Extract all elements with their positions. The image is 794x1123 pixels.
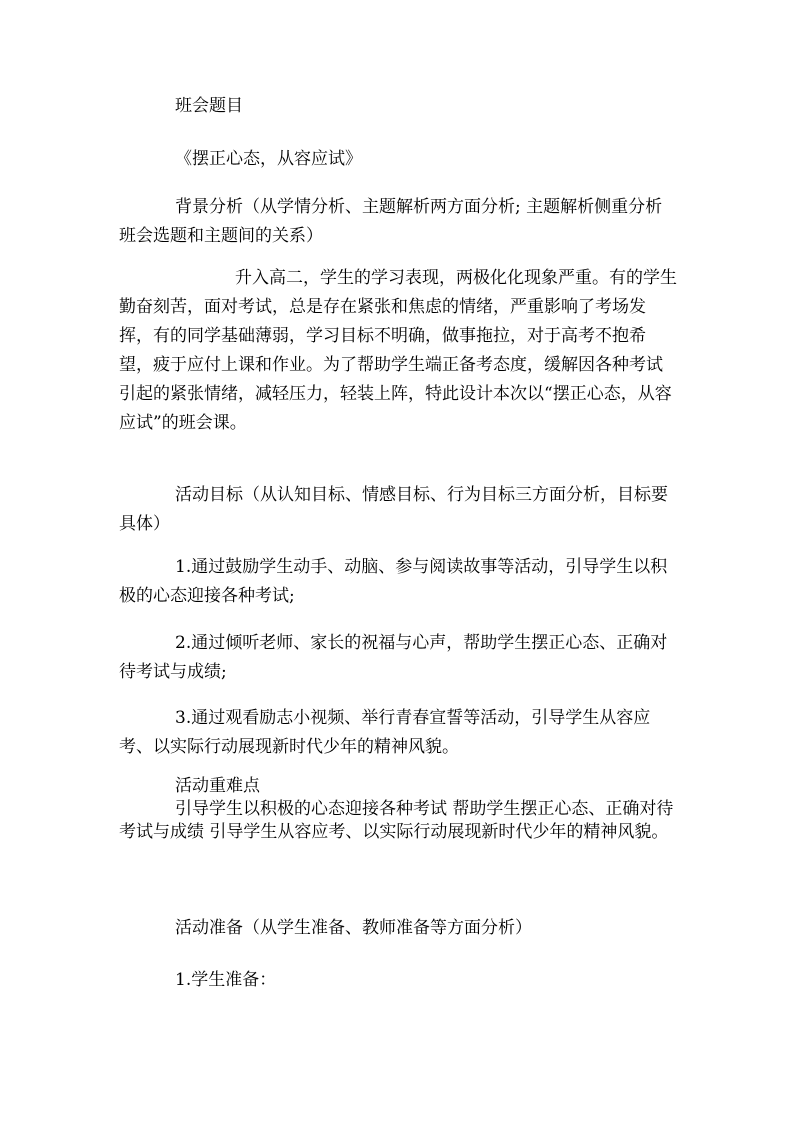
prep-title: 活动准备（从学生准备、教师准备等方面分析） (175, 918, 532, 938)
goal-1: 1.通过鼓励学生动手、动脑、参与阅读故事等活动，引导学生以积极的心态迎接各种考试; (119, 557, 668, 606)
background-title: 背景分析（从学情分析、主题解析两方面分析; 主题解析侧重分析班会选题和主题间的关系） (119, 197, 663, 246)
key-points-body: 引导学生以积极的心态迎接各种考试 帮助学生摆正心态、正确对待考试与成绩 引导学生从容应考、以实际行动展现新时代少年的精神风貌。 (119, 799, 674, 842)
key-points-title: 活动重难点 (175, 776, 260, 796)
doc-topic: 《摆正心态，从容应试》 (175, 149, 362, 169)
goal-3: 3.通过观看励志小视频、举行青春宣誓等活动，引导学生从容应考、以实际行动展现新时代少年的精神风貌。 (119, 708, 651, 757)
prep-item-1: 1.学生准备： (175, 970, 277, 990)
goals-title: 活动目标（从认知目标、情感目标、行为目标三方面分析，目标要具体） (119, 485, 668, 534)
doc-heading: 班会题目 (175, 96, 243, 116)
goal-2: 2.通过倾听老师、家长的祝福与心声，帮助学生摆正心态、正确对待考试与成绩; (119, 633, 668, 682)
background-body: 升入高二，学生的学习表现，两极化化现象严重。有的学生勤奋刻苦，面对考试，总是存在紧张和焦虑的情绪，严重影响了考场发挥，有的同学基础薄弱，学习目标不明确，做事拖拉，对于高考不抱希望，疲于应付上课和作业。为了帮助学生端正备考态度，缓解因各种考试引起的紧张情绪，减轻压力，轻装上阵，特此设计本次以“摆正心态，从容应试”的班会课。 (119, 268, 677, 433)
